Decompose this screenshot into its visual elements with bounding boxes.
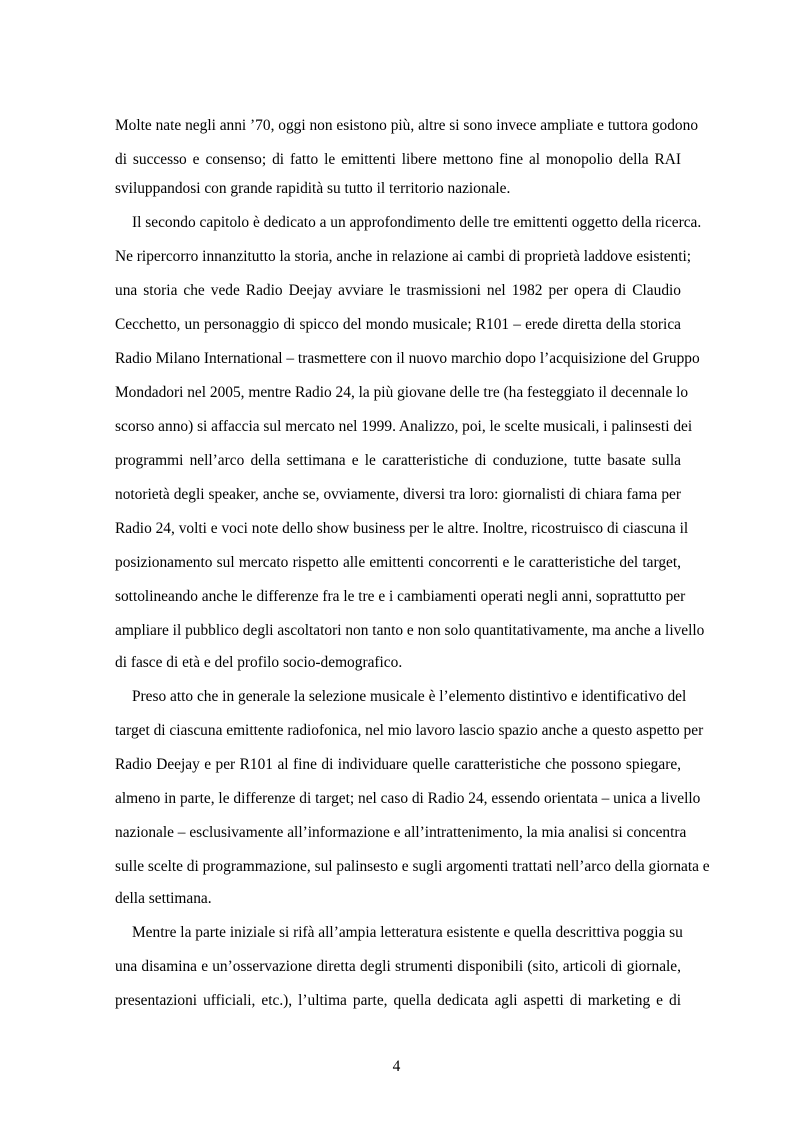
- text-line: Radio Milano International – trasmettere con il nuovo marchio dopo l’acquisizione del Gruppo: [115, 350, 700, 367]
- text-line: nazionale – esclusivamente all’informazione e all’intrattenimento, la mia analisi si concentra: [115, 824, 687, 841]
- text-line: Ne ripercorro innanzitutto la storia, anche in relazione ai cambi di proprietà laddove esistenti;: [115, 248, 692, 265]
- text-line: sviluppandosi con grande rapidità su tutto il territorio nazionale.: [115, 180, 511, 197]
- text-line: Radio 24, volti e voci note dello show business per le altre. Inoltre, ricostruisco di ciascuna il: [115, 520, 689, 537]
- text-line: Mondadori nel 2005, mentre Radio 24, la più giovane delle tre (ha festeggiato il decennale lo: [115, 384, 689, 401]
- text-line: presentazioni ufficiali, etc.), l’ultima parte, quella dedicata agli aspetti di marketing e di: [115, 992, 681, 1009]
- text-line: della settimana.: [115, 890, 212, 907]
- text-line: Preso atto che in generale la selezione musicale è l’elemento distintivo e identificativo del: [132, 688, 687, 705]
- text-line: Il secondo capitolo è dedicato a un approfondimento delle tre emittenti oggetto della ricerca.: [132, 214, 702, 231]
- text-line: sulle scelte di programmazione, sul palinsesto e sugli argomenti trattati nell’arco della giornata e: [115, 858, 710, 875]
- text-line: Molte nate negli anni ’70, oggi non esistono più, altre si sono invece ampliate e tuttora godono: [115, 117, 699, 134]
- text-line: Cecchetto, un personaggio di spicco del mondo musicale; R101 – erede diretta della storica: [115, 316, 681, 333]
- text-line: posizionamento sul mercato rispetto alle emittenti concorrenti e le caratteristiche del target,: [115, 554, 681, 571]
- text-line: notorietà degli speaker, anche se, ovviamente, diversi tra loro: giornalisti di chiara fama per: [115, 486, 681, 503]
- text-line: target di ciascuna emittente radiofonica, nel mio lavoro lascio spazio anche a questo aspetto per: [115, 722, 704, 739]
- text-line: scorso anno) si affaccia sul mercato nel 1999. Analizzo, poi, le scelte musicali, i palinsesti dei: [115, 418, 693, 435]
- text-line: almeno in parte, le differenze di target; nel caso di Radio 24, essendo orientata – unica a livello: [115, 790, 701, 807]
- text-line: una disamina e un’osservazione diretta degli strumenti disponibili (sito, articoli di giornale,: [115, 958, 681, 975]
- text-line: ampliare il pubblico degli ascoltatori non tanto e non solo quantitativamente, ma anche a livello: [115, 622, 705, 639]
- text-line: programmi nell’arco della settimana e le caratteristiche di conduzione, tutte basate sulla: [115, 452, 681, 469]
- text-line: Radio Deejay e per R101 al fine di individuare quelle caratteristiche che possono spiegare,: [115, 756, 681, 773]
- text-line: Mentre la parte iniziale si rifà all’ampia letteratura esistente e quella descrittiva poggia su: [132, 924, 683, 941]
- text-line: di successo e consenso; di fatto le emittenti libere mettono fine al monopolio della RAI: [115, 151, 681, 168]
- text-line: sottolineando anche le differenze fra le tre e i cambiamenti operati negli anni, soprattutto per: [115, 588, 686, 605]
- text-line: di fasce di età e del profilo socio-demografico.: [115, 654, 403, 671]
- text-line: una storia che vede Radio Deejay avviare le trasmissioni nel 1982 per opera di Claudio: [115, 282, 681, 299]
- page-number: 4: [392, 1058, 401, 1075]
